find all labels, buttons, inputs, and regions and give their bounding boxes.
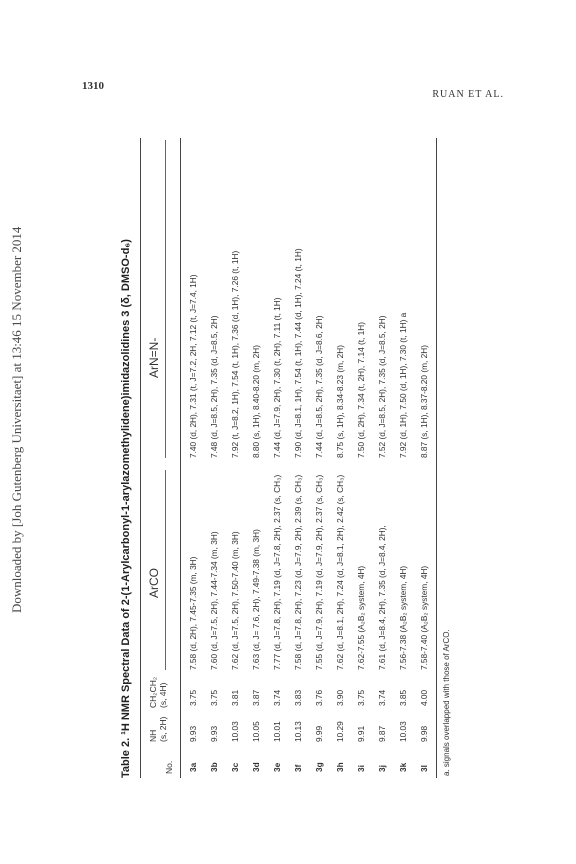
compound-number: 3h: [335, 762, 345, 772]
arco-shifts: 7.58 (d, J=7.8, 2H), 7.23 (d, J=7.9, 2H), 2.39 (s, CH₃): [293, 474, 303, 670]
nmr-table: [118, 138, 458, 778]
arco-shifts: 7.62 (d, J=7.5, 2H), 7.50-7.40 (m, 3H): [230, 531, 240, 670]
col-header-nh-line1: NH: [148, 729, 158, 742]
compound-number: 3d: [251, 762, 261, 772]
ch2-shift: 3.76: [314, 689, 324, 706]
nh-shift: 9.87: [377, 725, 387, 742]
table-bottom-rule: [436, 138, 437, 778]
ch2-shift: 3.74: [272, 689, 282, 706]
arn-shifts: 7.44 (d, J=8.5, 2H), 7.35 (d, J=8.6, 2H): [314, 315, 324, 458]
table-caption: Table 2. ¹H NMR Spectral Data of 2-(1-Arylcarbonyl-1-arylazomethylidene)imidazolidines 3 (δ, DMSO-d₆): [120, 239, 132, 778]
table-row: [272, 138, 294, 778]
table-row: [335, 138, 357, 778]
nh-shift: 9.91: [356, 725, 366, 742]
table-row: [377, 138, 399, 778]
col-header-ch: [148, 677, 168, 708]
table-row: [209, 138, 231, 778]
arn-subrule: [165, 140, 166, 458]
table-row: [188, 138, 210, 778]
table-row: [356, 138, 378, 778]
watermark-text: Downloaded by [Joh Gutenberg Universitaet] at 13:46 15 November 2014: [9, 226, 24, 613]
nh-shift: 10.03: [230, 721, 240, 742]
table-row: [293, 138, 315, 778]
ch2-shift: 3.74: [377, 689, 387, 706]
ch2-shift: 4.00: [419, 689, 429, 706]
download-watermark: [2, 0, 34, 864]
ch2-shift: 3.83: [293, 689, 303, 706]
ch2-shift: 3.87: [251, 689, 261, 706]
table-row: [314, 138, 336, 778]
nh-shift: 9.93: [188, 725, 198, 742]
compound-number: 3j: [377, 765, 387, 772]
ch2-shift: 3.85: [398, 689, 408, 706]
arco-shifts: 7.55 (d, J=7.9, 2H), 7.19 (d, J=7.9, 2H), 2.37 (s, CH₃): [314, 474, 324, 670]
nh-shift: 10.01: [272, 721, 282, 742]
compound-number: 3f: [293, 764, 303, 772]
arn-shifts: 7.92 (t, J=8.2, 1H), 7.54 (t, 1H), 7.36 (d, 1H), 7.26 (t, 1H): [230, 250, 240, 458]
compound-number: 3c: [230, 762, 240, 772]
running-head: RUAN ET AL.: [432, 89, 504, 100]
compound-number: 3e: [272, 762, 282, 772]
compound-number: 3b: [209, 762, 219, 772]
ch2-shift: 3.90: [335, 689, 345, 706]
nh-shift: 10.13: [293, 721, 303, 742]
compound-number: 3a: [188, 762, 198, 772]
arn-shifts: 7.50 (d, 2H), 7.34 (t, 2H), 7.14 (t, 1H): [356, 321, 366, 458]
ch2-shift: 3.75: [209, 689, 219, 706]
arn-shifts: 7.48 (d, J=8.5, 2H), 7.35 (d, J=8.5, 2H): [209, 315, 219, 458]
col-header-no: No.: [164, 760, 174, 774]
col-header-nh-line2: (s, 2H): [158, 716, 168, 742]
ch2-shift: 3.75: [188, 689, 198, 706]
nh-shift: 9.99: [314, 725, 324, 742]
arn-shifts: 7.40 (d, 2H), 7.31 (t, J=7.2, 2H, 7.12 (t, J=7.4, 1H): [188, 274, 198, 458]
arco-shifts: 7.58 (d, 2H), 7.45-7.35 (m, 3H): [188, 556, 198, 670]
ch2-shift: 3.75: [356, 689, 366, 706]
compound-number: 3l: [419, 765, 429, 772]
ch2-shift: 3.81: [230, 689, 240, 706]
nh-shift: 10.03: [398, 721, 408, 742]
nh-shift: 10.29: [335, 721, 345, 742]
table-row: [398, 138, 420, 778]
col-header-ch-line2: (s, 4H): [158, 682, 168, 708]
arn-shifts: 8.75 (s, 1H), 8.34-8.23 (m, 2H): [335, 345, 345, 458]
compound-number: 3k: [398, 762, 408, 772]
table-top-rule: [140, 138, 141, 778]
nh-shift: 9.98: [419, 725, 429, 742]
arco-shifts: 7.58-7.40 (A₂B₂ system, 4H): [419, 565, 429, 670]
arco-shifts: 7.63 (d, J= 7.6, 2H), 7.49-7.38 (m, 3H): [251, 529, 261, 670]
compound-number: 3g: [314, 762, 324, 772]
nh-shift: 9.93: [209, 725, 219, 742]
table-header-rule: [180, 138, 181, 778]
arco-shifts: 7.62-7.55 (A₂B₂ system, 4H): [356, 565, 366, 670]
arco-shifts: 7.56-7.38 (A₂B₂ system, 4H): [398, 565, 408, 670]
arn-shifts: 8.80 (s, 1H), 8.40-8.20 (m, 2H): [251, 345, 261, 458]
col-header-nh: [148, 717, 168, 743]
arn-shifts: 7.52 (d, J=8.5, 2H), 7.35 (d, J=8.5, 2H): [377, 315, 387, 458]
arn-shifts: 7.92 (d, 1H), 7.50 (d, 1H), 7.30 (t, 1H) a: [398, 312, 408, 458]
table-footnote: a. signals overlapped with those of ArCO.: [442, 629, 451, 776]
arn-shifts: 8.87 (s, 1H), 8.37-8.20 (m, 2H): [419, 345, 429, 458]
page-number: 1310: [82, 80, 104, 92]
arn-shifts: 7.44 (d, J=7.9, 2H), 7.30 (t, 2H), 7.11 (t, 1H): [272, 297, 282, 458]
table-row: [230, 138, 252, 778]
col-header-arn: ArN=N-: [147, 337, 161, 378]
arn-shifts: 7.90 (d, J=8.1, 1H), 7.54 (t, 1H), 7.44 (d, 1H), 7.24 (t, 1H): [293, 248, 303, 458]
arco-shifts: 7.61 (d, J=8.4, 2H), 7.35 (d, J=8.4, 2H),: [377, 525, 387, 670]
arco-subrule: [165, 470, 166, 670]
arco-shifts: 7.60 (d, J=7.5, 2H), 7.44-7.34 (m, 3H): [209, 531, 219, 670]
col-header-ch-line1: CH₂CH₂: [148, 676, 158, 708]
arco-shifts: 7.77 (d, J=7.8, 2H), 7.19 (d, J=7.8, 2H), 2.37 (s, CH₃): [272, 474, 282, 670]
nh-shift: 10.05: [251, 721, 261, 742]
table-row: [419, 138, 441, 778]
arco-shifts: 7.62 (d, J=8.1, 2H), 7.24 (d, J=8.1, 2H), 2.42 (s, CH₃): [335, 474, 345, 670]
table-row: [251, 138, 273, 778]
compound-number: 3i: [356, 765, 366, 772]
col-header-arco: ArCO: [147, 568, 161, 598]
